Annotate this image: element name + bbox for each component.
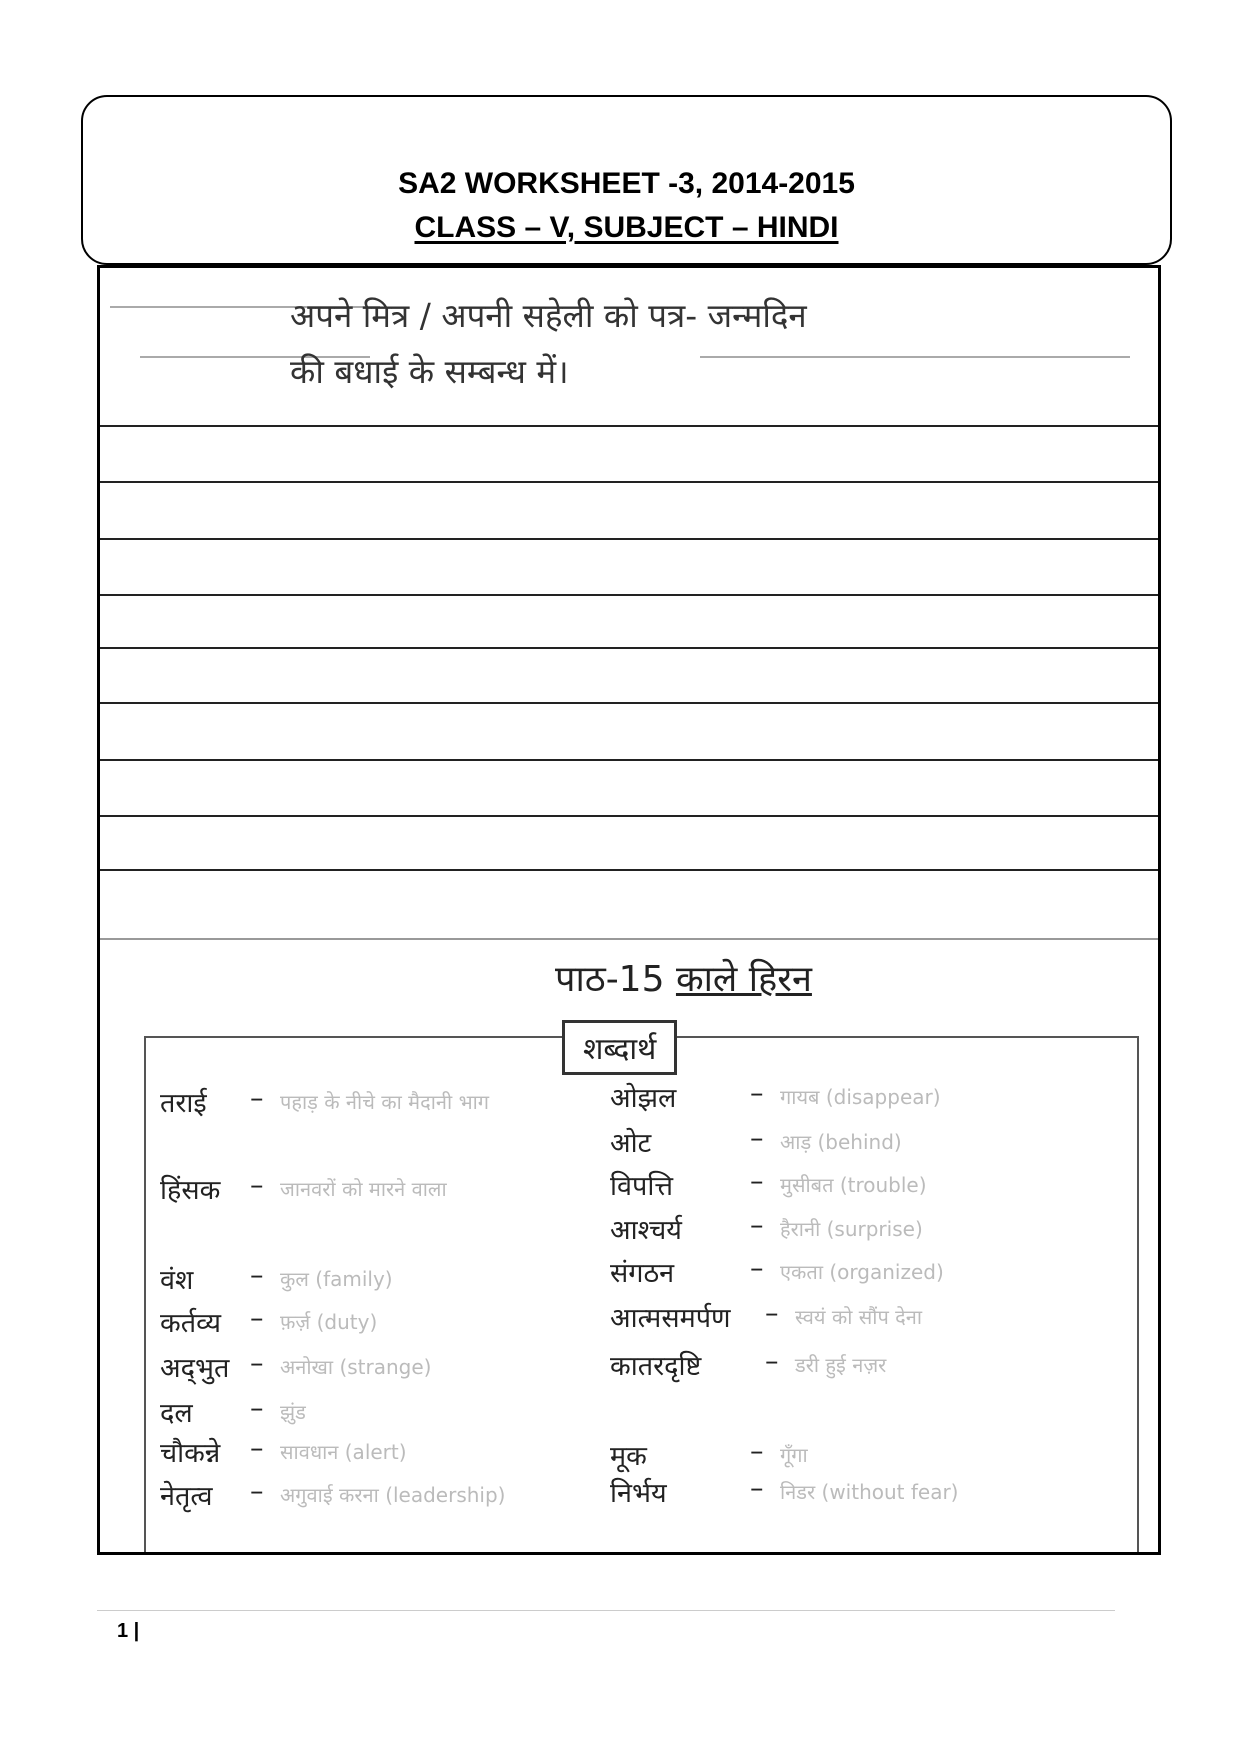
writing-line — [100, 759, 1161, 761]
vocab-word: आश्चर्य — [610, 1215, 682, 1246]
vocab-dash: – — [250, 1083, 264, 1114]
vocabulary-heading: शब्दार्थ — [562, 1020, 677, 1075]
vocab-word: तराई — [160, 1088, 207, 1119]
vocab-gloss: स्वयं को सौंप देना — [795, 1305, 923, 1329]
vocab-dash: – — [765, 1298, 779, 1329]
vocab-dash: – — [750, 1166, 764, 1197]
writing-line — [100, 869, 1161, 871]
letter-prompt-line-2: की बधाई के सम्बन्ध में। — [290, 352, 569, 391]
vocab-gloss: एकता (organized) — [780, 1260, 944, 1284]
worksheet-header — [81, 95, 1172, 265]
vocab-gloss: गायब (disappear) — [780, 1085, 941, 1109]
writing-line — [100, 481, 1161, 483]
lesson-title: पाठ-15 काले हिरन — [555, 959, 812, 1000]
vocab-word: संगठन — [610, 1258, 675, 1289]
vocab-word: नेतृत्व — [160, 1481, 213, 1512]
vocab-dash: – — [750, 1210, 764, 1241]
vocab-gloss: पहाड़ के नीचे का मैदानी भाग — [280, 1090, 490, 1114]
worksheet-body — [97, 265, 1161, 1555]
vocab-dash: – — [750, 1473, 764, 1504]
writing-line — [100, 594, 1161, 596]
writing-line — [100, 815, 1161, 817]
vocab-dash: – — [250, 1433, 264, 1464]
worksheet-title: SA2 WORKSHEET -3, 2014-2015 — [398, 167, 855, 200]
letter-prompt — [290, 288, 1090, 400]
scan-edge — [100, 938, 1161, 940]
vocab-dash: – — [750, 1078, 764, 1109]
vocab-word: कातरदृष्टि — [610, 1351, 702, 1382]
vocab-word: अद्‌भुत — [160, 1353, 230, 1384]
footer-rule — [97, 1610, 1115, 1611]
vocab-gloss: आड़ (behind) — [780, 1130, 902, 1154]
vocab-word: विपत्ति — [610, 1171, 673, 1202]
vocab-dash: – — [750, 1253, 764, 1284]
vocab-dash: – — [750, 1123, 764, 1154]
vocab-word: आत्मसमर्पण — [610, 1303, 731, 1334]
vocab-gloss: गूँगा — [780, 1443, 808, 1467]
page-number: 1 | — [117, 1620, 140, 1642]
vocab-dash: – — [250, 1303, 264, 1334]
vocab-word: निर्भय — [610, 1478, 667, 1509]
writing-line — [100, 425, 1161, 427]
vocab-gloss: सावधान (alert) — [280, 1440, 407, 1464]
writing-line — [100, 647, 1161, 649]
vocab-word: मूक — [610, 1441, 647, 1472]
vocab-word: ओझल — [610, 1083, 677, 1114]
vocab-dash: – — [250, 1393, 264, 1424]
vocab-dash: – — [250, 1260, 264, 1291]
vocab-word: हिंसक — [160, 1175, 221, 1206]
vocab-word: कर्तव्य — [160, 1308, 222, 1339]
vocab-dash: – — [250, 1476, 264, 1507]
vocab-gloss: मुसीबत (trouble) — [780, 1173, 927, 1197]
vocab-gloss: अगुवाई करना (leadership) — [280, 1483, 506, 1507]
vocab-word: चौकन्ने — [160, 1438, 221, 1469]
vocab-gloss: जानवरों को मारने वाला — [280, 1177, 447, 1201]
vocab-word: ओट — [610, 1128, 652, 1159]
letter-prompt-line-1: अपने मित्र / अपनी सहेली को पत्र- जन्मदिन — [290, 296, 807, 335]
vocab-dash: – — [250, 1170, 264, 1201]
vocab-gloss: कुल (family) — [280, 1267, 393, 1291]
vocab-gloss: फ़र्ज़ (duty) — [280, 1310, 378, 1334]
vocab-word: दल — [160, 1398, 193, 1429]
vocab-dash: – — [765, 1346, 779, 1377]
writing-line — [100, 538, 1161, 540]
vocab-word: वंश — [160, 1265, 194, 1296]
worksheet-subtitle: CLASS – V, SUBJECT – HINDI — [414, 211, 839, 244]
writing-line — [100, 702, 1161, 704]
vocab-dash: – — [250, 1348, 264, 1379]
vocab-gloss: डरी हुई नज़र — [795, 1353, 887, 1377]
vocab-dash: – — [750, 1436, 764, 1467]
vocab-gloss: अनोखा (strange) — [280, 1355, 432, 1379]
vocab-gloss: हैरानी (surprise) — [780, 1217, 923, 1241]
vocab-gloss: निडर (without fear) — [780, 1480, 959, 1504]
vocab-gloss: झुंड — [280, 1400, 306, 1424]
